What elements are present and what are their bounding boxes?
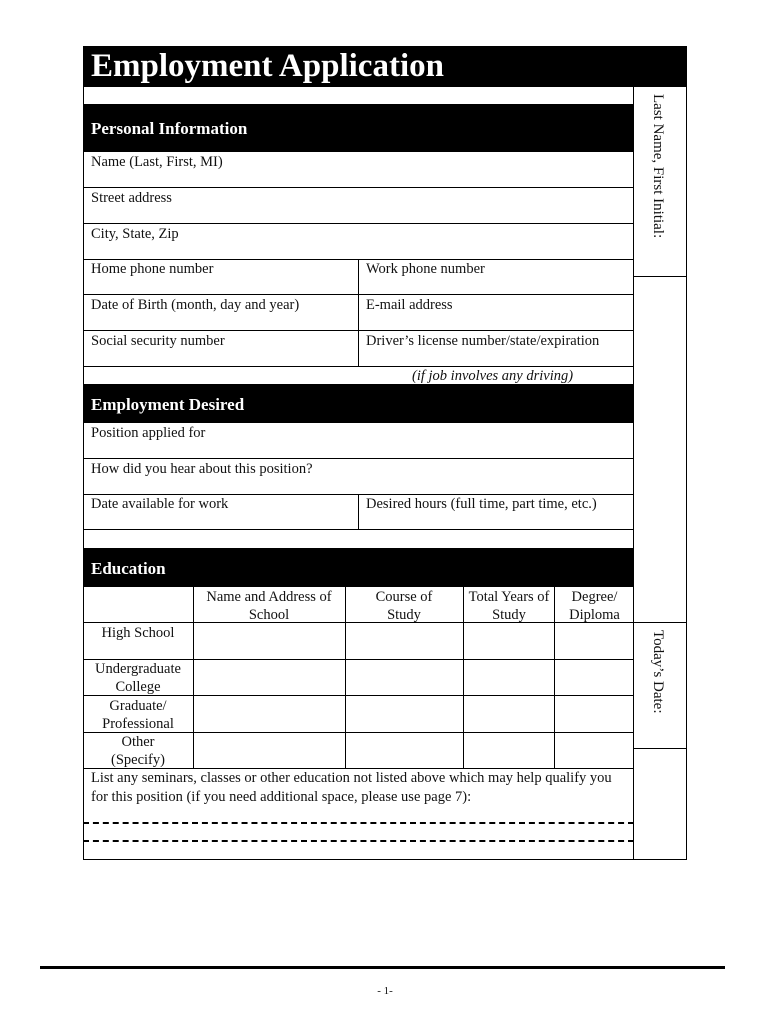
edu-cell[interactable] [194,733,345,768]
answer-line[interactable] [83,840,634,842]
street-label: Street address [91,190,172,206]
edu-cell[interactable] [194,623,345,659]
col-header-degree: Degree/ Diploma [569,589,620,623]
edu-cell[interactable] [346,696,463,732]
edu-cell[interactable] [464,660,554,695]
edu-cell[interactable] [194,696,345,732]
work-phone-label: Work phone number [366,261,485,277]
row-high-school: High School [101,625,175,641]
home-phone-label: Home phone number [91,261,214,277]
position-label: Position applied for [91,425,206,441]
heard-label: How did you hear about this position? [91,461,313,477]
edu-cell[interactable] [346,623,463,659]
footer-rule [40,966,725,969]
email-label: E-mail address [366,297,453,313]
row-graduate: Graduate/ Professional [102,698,174,732]
edu-cell[interactable] [346,733,463,768]
edu-cell[interactable] [555,733,633,768]
divider [83,366,634,367]
license-note: (if job involves any driving) [412,368,574,384]
city-label: City, State, Zip [91,226,179,242]
side-divider-1 [633,276,687,277]
row-undergraduate: Undergraduate College [95,661,181,695]
todays-date-field[interactable] [634,623,686,747]
other-education-prompt: List any seminars, classes or other education not listed above which may help qualify you for this position (if you need additional space, please use page 7): [91,770,612,805]
page-number: - 1- [377,985,393,997]
license-label: Driver’s license number/state/expiration [366,333,600,349]
col-header-school: Name and Address of School [206,589,332,623]
personal-info-heading: Personal Information [91,119,248,138]
education-heading: Education [91,559,166,578]
row-other: Other (Specify) [111,734,165,768]
dob-label: Date of Birth (month, day and year) [91,297,300,313]
edu-cell[interactable] [464,733,554,768]
edu-cell[interactable] [194,660,345,695]
edu-cell[interactable] [464,623,554,659]
edu-cell[interactable] [464,696,554,732]
employment-heading: Employment Desired [91,395,245,414]
col-header-years: Total Years of Study [468,589,550,623]
ssn-label: Social security number [91,333,225,349]
last-name-side-label: Last Name, First Initial: [650,94,666,239]
edu-cell[interactable] [555,696,633,732]
todays-date-side-label: Today’s Date: [650,630,666,714]
divider [83,529,634,530]
page-title: Employment Application [91,48,444,84]
last-name-field[interactable] [634,88,686,275]
edu-cell[interactable] [346,660,463,695]
name-label: Name (Last, First, MI) [91,154,223,170]
edu-cell[interactable] [555,660,633,695]
side-divider-3 [633,748,687,749]
answer-line[interactable] [83,822,634,824]
col-header-course: Course of Study [375,589,433,623]
available-label: Date available for work [91,496,229,512]
hours-label: Desired hours (full time, part time, etc.) [366,496,597,512]
edu-cell[interactable] [555,623,633,659]
